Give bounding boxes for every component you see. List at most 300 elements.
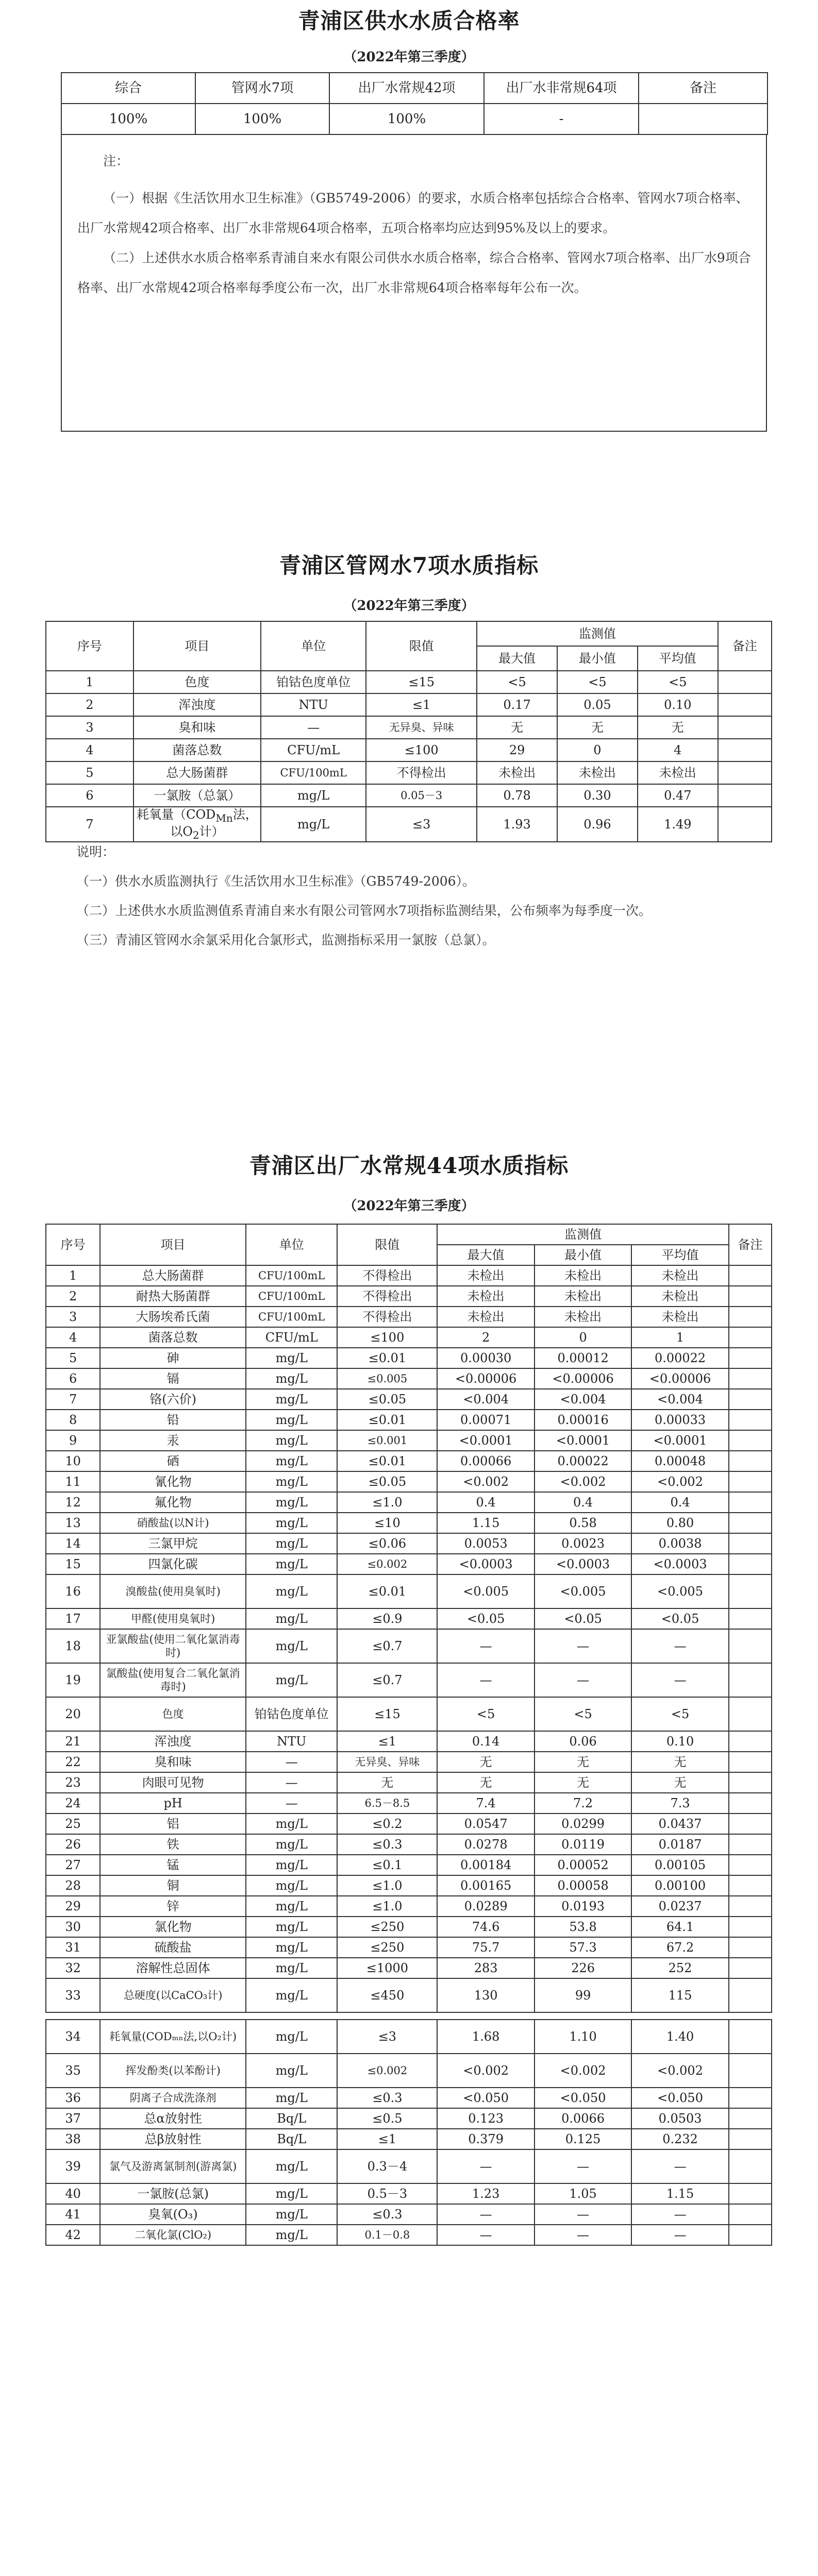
row-remark (729, 1917, 772, 1937)
table-row (46, 1752, 772, 1772)
row-max: <0.004 (437, 1389, 534, 1410)
row-remark (729, 1533, 772, 1554)
row-no: 19 (46, 1663, 100, 1697)
network-water-table (45, 621, 772, 842)
row-unit: mg/L (246, 1608, 337, 1629)
note-3: （三）青浦区管网水余氯采用化合氯形式，监测指标采用一氯胺（总氯）。 (76, 933, 495, 947)
row-avg: <0.00006 (631, 1368, 728, 1389)
row-max: 130 (437, 1978, 534, 2012)
row-item: 耗氧量(CODₘₙ法,以O₂计) (100, 2020, 246, 2054)
row-min: <0.0003 (535, 1554, 631, 1574)
row-unit: mg/L (261, 784, 366, 807)
row-unit: mg/L (246, 2020, 337, 2054)
table-row (46, 761, 772, 784)
row-limit: ≤0.06 (337, 1533, 437, 1554)
row-avg: 0.00105 (631, 1855, 728, 1875)
row-item-part: Mn (215, 812, 233, 824)
row-item-part: 法，以O (170, 807, 258, 839)
row-max: <0.00006 (437, 1368, 534, 1389)
row-no: 41 (46, 2204, 100, 2225)
row-item: 色度 (100, 1697, 246, 1731)
row-item: 铬(六价) (100, 1389, 246, 1410)
row-unit: NTU (261, 693, 366, 716)
table-row (46, 807, 772, 842)
factory-water-table (45, 1224, 772, 2246)
row-min: 0.00022 (535, 1451, 631, 1471)
row-limit: ≤1.0 (337, 1492, 437, 1513)
table-row (46, 1430, 772, 1451)
table-row (46, 1286, 772, 1307)
header-max: 最大值 (437, 1245, 534, 1265)
row-remark (729, 1697, 772, 1731)
row-unit: mg/L (246, 1937, 337, 1958)
row-no: 3 (46, 1307, 100, 1327)
row-remark (729, 1554, 772, 1574)
row-max: 2 (437, 1327, 534, 1348)
row-unit: CFU/mL (246, 1327, 337, 1348)
row-max: <5 (437, 1697, 534, 1731)
row-unit: mg/L (246, 1958, 337, 1978)
row-limit: 0.3－4 (337, 2149, 437, 2183)
row-avg: <5 (631, 1697, 728, 1731)
header-limit: 限值 (337, 1224, 437, 1265)
row-limit: ≤0.3 (337, 2204, 437, 2225)
row-min: 无 (557, 716, 638, 739)
row-min: 0 (557, 739, 638, 761)
row-unit: mg/L (246, 1368, 337, 1389)
table-row (46, 1937, 772, 1958)
row-unit: mg/L (261, 807, 366, 842)
row-min: 57.3 (535, 1937, 631, 1958)
row-no: 39 (46, 2149, 100, 2183)
row-avg: <0.050 (631, 2088, 728, 2108)
row-unit: mg/L (246, 2054, 337, 2088)
row-remark (729, 1608, 772, 1629)
table-row (46, 1368, 772, 1389)
row-limit: 无异臭、异味 (366, 716, 477, 739)
row-item: 一氯胺(总氯) (100, 2183, 246, 2204)
row-no: 7 (46, 807, 133, 842)
row-limit: ≤15 (366, 671, 477, 693)
row-remark (729, 1814, 772, 1834)
row-remark (729, 2225, 772, 2245)
row-remark (729, 1958, 772, 1978)
row-unit: mg/L (246, 1663, 337, 1697)
row-avg: 0.00048 (631, 1451, 728, 1471)
table-row (46, 1814, 772, 1834)
row-no: 17 (46, 1608, 100, 1629)
row-avg: 4 (638, 739, 718, 761)
row-max: 0.00184 (437, 1855, 534, 1875)
row-avg: 0.00022 (631, 1348, 728, 1368)
row-unit: CFU/100mL (261, 761, 366, 784)
row-max: 未检出 (437, 1265, 534, 1286)
row-no: 24 (46, 1793, 100, 1814)
row-unit: mg/L (246, 1451, 337, 1471)
header-monitor: 监测值 (437, 1224, 728, 1245)
row-unit: mg/L (246, 1574, 337, 1608)
table-row (46, 1410, 772, 1430)
header-cell: 出厂水常规42项 (329, 73, 484, 104)
row-min: 7.2 (535, 1793, 631, 1814)
row-no: 22 (46, 1752, 100, 1772)
row-avg: 1.49 (638, 807, 718, 842)
compliance-rate-table (61, 72, 768, 135)
header-item: 项目 (100, 1224, 246, 1265)
row-min: 226 (535, 1958, 631, 1978)
row-item: 铅 (100, 1410, 246, 1430)
row-min: — (535, 1663, 631, 1697)
table-row (46, 2149, 772, 2183)
row-unit: mg/L (246, 2149, 337, 2183)
row-min: <0.005 (535, 1574, 631, 1608)
note-2: （二）上述供水水质监测值系青浦自来水有限公司管网水7项指标监测结果，公布频率为每季度一次。 (76, 903, 652, 918)
row-no: 30 (46, 1917, 100, 1937)
row-item-part: 2 (192, 828, 199, 841)
row-remark (729, 1513, 772, 1533)
header-cell: 备注 (639, 73, 767, 104)
row-max: 未检出 (437, 1286, 534, 1307)
row-avg: 1.15 (631, 2183, 728, 2204)
row-min: 0.0023 (535, 1533, 631, 1554)
row-unit: mg/L (246, 1430, 337, 1451)
row-avg: 64.1 (631, 1917, 728, 1937)
row-no: 1 (46, 1265, 100, 1286)
row-max: 0.78 (477, 784, 557, 807)
row-unit: mg/L (246, 1814, 337, 1834)
row-limit: ≤3 (366, 807, 477, 842)
row-no: 2 (46, 1286, 100, 1307)
row-limit: ≤0.001 (337, 1430, 437, 1451)
row-remark (729, 1978, 772, 2012)
table-row (46, 1389, 772, 1410)
row-no: 11 (46, 1471, 100, 1492)
row-limit: ≤100 (337, 1327, 437, 1348)
row-min: 0.06 (535, 1731, 631, 1752)
row-avg: 0.10 (631, 1731, 728, 1752)
row-limit: ≤0.002 (337, 2054, 437, 2088)
header-unit: 单位 (246, 1224, 337, 1265)
row-item: 氯气及游离氯制剂(游离氯) (100, 2149, 246, 2183)
network-notes (61, 837, 772, 955)
row-limit: 不得检出 (337, 1265, 437, 1286)
row-avg: 0.0503 (631, 2108, 728, 2129)
row-avg: 0.0038 (631, 1533, 728, 1554)
header-min: 最小值 (557, 646, 638, 671)
row-min: 53.8 (535, 1917, 631, 1937)
row-max: 未检出 (477, 761, 557, 784)
row-no: 5 (46, 1348, 100, 1368)
row-min: 未检出 (535, 1265, 631, 1286)
row-unit: mg/L (246, 1348, 337, 1368)
row-unit: mg/L (246, 1410, 337, 1430)
row-avg: — (631, 2149, 728, 2183)
row-limit: ≤0.2 (337, 1814, 437, 1834)
row-item: 浑浊度 (133, 693, 261, 716)
row-item: 氯酸盐(使用复合二氧化氯消毒时) (100, 1663, 246, 1697)
table-row (46, 1629, 772, 1663)
row-limit: ≤1.0 (337, 1896, 437, 1917)
row-unit: mg/L (246, 1855, 337, 1875)
note-2: （二）上述供水水质合格率系青浦自来水有限公司供水水质合格率，综合合格率、管网水7项合格率、出厂水9项合格率、出厂水常规42项合格率每季度公布一次，出厂水非常规64项合格率每年公布一次。 (77, 250, 751, 295)
row-min: 0.00016 (535, 1410, 631, 1430)
table-row (46, 2129, 772, 2149)
header-cell: 综合 (61, 73, 195, 104)
row-remark (729, 2183, 772, 2204)
row-limit: ≤0.002 (337, 1554, 437, 1574)
row-max: 1.68 (437, 2020, 534, 2054)
row-no: 14 (46, 1533, 100, 1554)
table-row (46, 2225, 772, 2245)
row-limit: 不得检出 (337, 1286, 437, 1307)
row-no: 3 (46, 716, 133, 739)
row-item: 溶解性总固体 (100, 1958, 246, 1978)
row-avg: 1 (631, 1327, 728, 1348)
table-row (46, 1772, 772, 1793)
row-min: <5 (557, 671, 638, 693)
row-unit: NTU (246, 1731, 337, 1752)
row-remark (718, 671, 772, 693)
row-max: 29 (477, 739, 557, 761)
header-remark: 备注 (718, 621, 772, 671)
table-row (46, 1958, 772, 1978)
row-limit: ≤250 (337, 1937, 437, 1958)
gap-cell (46, 2012, 772, 2020)
table-header-row (61, 73, 767, 104)
row-min: 无 (535, 1752, 631, 1772)
row-item-part: 耗氧量（COD (137, 807, 216, 822)
row-remark (718, 693, 772, 716)
table-row (46, 1834, 772, 1855)
row-avg: 0.80 (631, 1513, 728, 1533)
row-min: <0.0001 (535, 1430, 631, 1451)
row-item: 大肠埃希氏菌 (100, 1307, 246, 1327)
row-item: 铁 (100, 1834, 246, 1855)
row-item: 耐热大肠菌群 (100, 1286, 246, 1307)
row-no: 2 (46, 693, 133, 716)
row-limit: ≤450 (337, 1978, 437, 2012)
row-remark (729, 2054, 772, 2088)
section1-subtitle: （2022年第三季度） (343, 49, 475, 65)
table-row (46, 1348, 772, 1368)
row-max: 0.0053 (437, 1533, 534, 1554)
row-limit: ≤0.3 (337, 2088, 437, 2108)
row-limit: 不得检出 (337, 1307, 437, 1327)
value-cell: 100% (195, 104, 329, 134)
row-unit: CFU/100mL (246, 1307, 337, 1327)
row-remark (729, 1834, 772, 1855)
table-row (46, 1663, 772, 1697)
row-limit: ≤0.3 (337, 1834, 437, 1855)
row-no: 40 (46, 2183, 100, 2204)
row-item: 氯化物 (100, 1917, 246, 1937)
row-min: 无 (535, 1772, 631, 1793)
row-limit: 无 (337, 1772, 437, 1793)
row-remark (729, 1368, 772, 1389)
row-min: 99 (535, 1978, 631, 2012)
row-no: 9 (46, 1430, 100, 1451)
header-min: 最小值 (535, 1245, 631, 1265)
row-item: 铝 (100, 1814, 246, 1834)
row-item: 臭氧(O₃) (100, 2204, 246, 2225)
value-cell: - (484, 104, 639, 134)
row-item: 色度 (133, 671, 261, 693)
row-item: 亚氯酸盐(使用二氧化氯消毒时) (100, 1629, 246, 1663)
header-monitor: 监测值 (477, 621, 718, 646)
row-min: 未检出 (535, 1307, 631, 1327)
header-cell: 管网水7项 (195, 73, 329, 104)
row-min: 0.05 (557, 693, 638, 716)
table-header-row (46, 621, 772, 646)
row-remark (729, 2020, 772, 2054)
row-max: 未检出 (437, 1307, 534, 1327)
row-avg: — (631, 1663, 728, 1697)
row-unit: mg/L (246, 1554, 337, 1574)
row-max: — (437, 2225, 534, 2245)
row-item: 总硬度(以CaCO₃计) (100, 1978, 246, 2012)
row-limit: ≤0.01 (337, 1451, 437, 1471)
row-unit: Bq/L (246, 2108, 337, 2129)
row-max: <0.002 (437, 2054, 534, 2088)
row-min: 0.0119 (535, 1834, 631, 1855)
row-max: 1.23 (437, 2183, 534, 2204)
row-max: 无 (477, 716, 557, 739)
row-max: 0.0278 (437, 1834, 534, 1855)
table-row (46, 1451, 772, 1471)
row-item: 硒 (100, 1451, 246, 1471)
row-limit: 无异臭、异味 (337, 1752, 437, 1772)
row-no: 42 (46, 2225, 100, 2245)
row-max: 0.0289 (437, 1896, 534, 1917)
row-remark (729, 1307, 772, 1327)
row-limit: ≤0.005 (337, 1368, 437, 1389)
row-max: — (437, 2149, 534, 2183)
row-no: 10 (46, 1451, 100, 1471)
row-item: 浑浊度 (100, 1731, 246, 1752)
row-avg: <0.05 (631, 1608, 728, 1629)
row-min: 0.00012 (535, 1348, 631, 1368)
row-remark (718, 807, 772, 842)
row-limit: ≤0.05 (337, 1471, 437, 1492)
row-max: 0.4 (437, 1492, 534, 1513)
section2-title: 青浦区管网水7项水质指标 (279, 553, 539, 578)
header-no: 序号 (46, 1224, 100, 1265)
row-remark (729, 1663, 772, 1697)
row-no: 38 (46, 2129, 100, 2149)
row-remark (729, 1896, 772, 1917)
row-unit: mg/L (246, 1533, 337, 1554)
row-remark (729, 1855, 772, 1875)
row-min: 0.96 (557, 807, 638, 842)
value-cell (639, 104, 767, 134)
row-unit: — (246, 1793, 337, 1814)
table-row (46, 1574, 772, 1608)
row-max: 1.15 (437, 1513, 534, 1533)
row-item (133, 807, 261, 842)
row-unit: CFU/100mL (246, 1286, 337, 1307)
table-row (46, 1513, 772, 1533)
row-avg: 1.40 (631, 2020, 728, 2054)
row-item: 铜 (100, 1875, 246, 1896)
row-remark (718, 739, 772, 761)
table-row (46, 1492, 772, 1513)
header-cell: 出厂水非常规64项 (484, 73, 639, 104)
row-remark (729, 1265, 772, 1286)
row-max: 无 (437, 1752, 534, 1772)
row-max: 0.14 (437, 1731, 534, 1752)
row-min: 0.0066 (535, 2108, 631, 2129)
table-row (46, 2183, 772, 2204)
table-row (46, 1917, 772, 1937)
row-item: 锌 (100, 1896, 246, 1917)
header-no: 序号 (46, 621, 133, 671)
row-avg: 0.00100 (631, 1875, 728, 1896)
row-avg: <0.002 (631, 1471, 728, 1492)
row-max: 0.00071 (437, 1410, 534, 1430)
note-label: 注： (103, 154, 129, 168)
row-avg: 未检出 (631, 1265, 728, 1286)
row-limit: ≤0.5 (337, 2108, 437, 2129)
table-row (46, 693, 772, 716)
row-max: <0.002 (437, 1471, 534, 1492)
row-min: <0.004 (535, 1389, 631, 1410)
row-unit: mg/L (246, 1896, 337, 1917)
row-no: 33 (46, 1978, 100, 2012)
row-item: 总大肠菌群 (100, 1265, 246, 1286)
row-unit: mg/L (246, 1875, 337, 1896)
row-avg: <5 (638, 671, 718, 693)
row-avg: 0.00033 (631, 1410, 728, 1430)
row-max: — (437, 1663, 534, 1697)
row-max: 283 (437, 1958, 534, 1978)
row-min: <5 (535, 1697, 631, 1731)
row-avg: 未检出 (638, 761, 718, 784)
row-avg: 无 (638, 716, 718, 739)
row-max: <0.0001 (437, 1430, 534, 1451)
row-unit: — (246, 1752, 337, 1772)
row-min: <0.00006 (535, 1368, 631, 1389)
row-no: 29 (46, 1896, 100, 1917)
row-no: 35 (46, 2054, 100, 2088)
row-min: — (535, 2149, 631, 2183)
row-max: 0.0547 (437, 1814, 534, 1834)
row-remark (729, 1348, 772, 1368)
row-unit: mg/L (246, 1978, 337, 2012)
row-avg: 0.10 (638, 693, 718, 716)
row-limit: ≤1 (337, 2129, 437, 2149)
row-item: 汞 (100, 1430, 246, 1451)
row-min: 1.05 (535, 2183, 631, 2204)
row-max: — (437, 1629, 534, 1663)
row-min: <0.002 (535, 1471, 631, 1492)
row-max: 0.00165 (437, 1875, 534, 1896)
row-avg: — (631, 2204, 728, 2225)
row-remark (729, 1937, 772, 1958)
row-no: 27 (46, 1855, 100, 1875)
row-limit: ≤0.7 (337, 1663, 437, 1697)
row-no: 21 (46, 1731, 100, 1752)
row-limit: ≤0.05 (337, 1389, 437, 1410)
table-row (46, 784, 772, 807)
row-unit: mg/L (246, 1629, 337, 1663)
note-1: （一）根据《生活饮用水卫生标准》（GB5749-2006）的要求，水质合格率包括综合合格率、管网水7项合格率、出厂水常规42项合格率、出厂水非常规64项合格率，五项合格率均应达到95%及以上的要求。 (77, 191, 749, 235)
row-max: 75.7 (437, 1937, 534, 1958)
row-max: 0.17 (477, 693, 557, 716)
table-row (46, 1855, 772, 1875)
row-no: 20 (46, 1697, 100, 1731)
row-no: 5 (46, 761, 133, 784)
row-no: 7 (46, 1389, 100, 1410)
